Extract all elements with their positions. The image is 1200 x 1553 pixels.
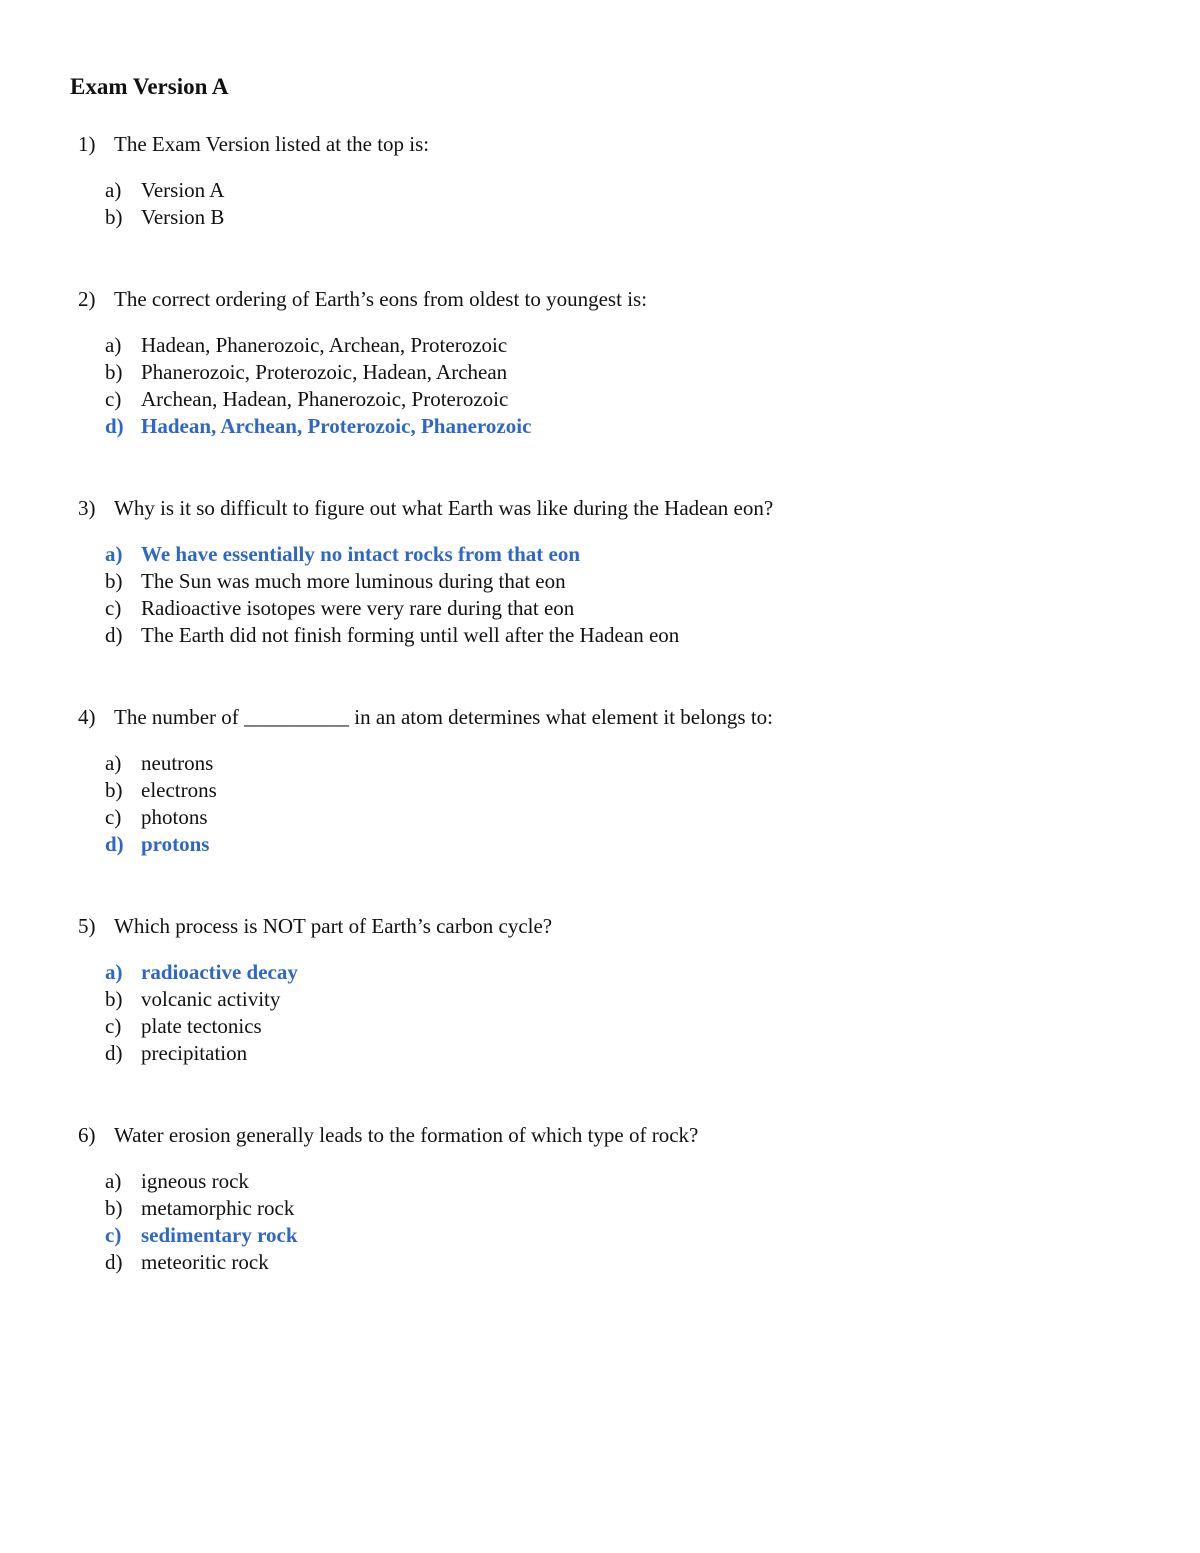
option-6c-correct bbox=[105, 1222, 298, 1249]
option-text: photons bbox=[141, 805, 208, 829]
option-text: igneous rock bbox=[141, 1169, 249, 1193]
option-3a-correct bbox=[105, 541, 679, 568]
option-text: Version B bbox=[141, 205, 225, 229]
question-6 bbox=[78, 1122, 698, 1149]
option-letter: a) bbox=[105, 960, 123, 984]
question-5 bbox=[78, 913, 552, 940]
question-text: Water erosion generally leads to the formation of which type of rock? bbox=[114, 1123, 699, 1147]
question-text: The Exam Version listed at the top is: bbox=[114, 132, 430, 156]
option-text: meteoritic rock bbox=[141, 1250, 269, 1274]
option-letter: b) bbox=[105, 569, 123, 593]
option-letter: d) bbox=[105, 1250, 123, 1274]
option-5b bbox=[105, 986, 298, 1013]
option-5d bbox=[105, 1040, 298, 1067]
option-2b bbox=[105, 359, 531, 386]
option-letter: a) bbox=[105, 333, 122, 357]
option-6b bbox=[105, 1195, 298, 1222]
option-3d bbox=[105, 622, 679, 649]
question-text: The correct ordering of Earth’s eons from oldest to youngest is: bbox=[114, 287, 648, 311]
question-text: Why is it so difficult to figure out what Earth was like during the Hadean eon? bbox=[114, 496, 774, 520]
option-text: metamorphic rock bbox=[141, 1196, 295, 1220]
option-text: Phanerozoic, Proterozoic, Hadean, Archean bbox=[141, 360, 508, 384]
option-letter: a) bbox=[105, 178, 122, 202]
option-text: We have essentially no intact rocks from that eon bbox=[141, 542, 581, 566]
option-3b bbox=[105, 568, 679, 595]
option-letter: b) bbox=[105, 1196, 123, 1220]
option-letter: b) bbox=[105, 205, 123, 229]
option-letter: b) bbox=[105, 778, 123, 802]
option-text: sedimentary rock bbox=[141, 1223, 298, 1247]
question-3 bbox=[78, 495, 773, 522]
question-3-options bbox=[105, 541, 679, 649]
option-text: radioactive decay bbox=[141, 960, 298, 984]
option-text: The Earth did not finish forming until well after the Hadean eon bbox=[141, 623, 680, 647]
option-text: Archean, Hadean, Phanerozoic, Proterozoic bbox=[141, 387, 509, 411]
option-3c bbox=[105, 595, 679, 622]
question-5-options bbox=[105, 959, 298, 1067]
option-letter: a) bbox=[105, 542, 123, 566]
option-text: plate tectonics bbox=[141, 1014, 262, 1038]
option-letter: d) bbox=[105, 414, 124, 438]
question-1-options bbox=[105, 177, 224, 231]
option-text: electrons bbox=[141, 778, 217, 802]
option-letter: c) bbox=[105, 596, 122, 620]
option-text: volcanic activity bbox=[141, 987, 281, 1011]
question-2 bbox=[78, 286, 647, 313]
option-letter: d) bbox=[105, 1041, 123, 1065]
question-6-options bbox=[105, 1168, 298, 1276]
question-4-options bbox=[105, 750, 217, 858]
option-text: Hadean, Phanerozoic, Archean, Proterozoic bbox=[141, 333, 508, 357]
question-1 bbox=[78, 131, 429, 158]
exam-title: Exam Version A bbox=[70, 74, 229, 99]
option-2d-correct bbox=[105, 413, 531, 440]
option-letter: b) bbox=[105, 987, 123, 1011]
question-4 bbox=[78, 704, 773, 731]
option-5a-correct bbox=[105, 959, 298, 986]
option-letter: c) bbox=[105, 1014, 122, 1038]
option-text: The Sun was much more luminous during that eon bbox=[141, 569, 566, 593]
option-letter: a) bbox=[105, 1169, 122, 1193]
option-4a bbox=[105, 750, 217, 777]
option-letter: c) bbox=[105, 1223, 122, 1247]
option-letter: c) bbox=[105, 387, 122, 411]
option-4b bbox=[105, 777, 217, 804]
option-text: Version A bbox=[141, 178, 225, 202]
question-text: The number of __________ in an atom determines what element it belongs to: bbox=[114, 705, 774, 729]
question-number: 3) bbox=[78, 496, 96, 520]
question-number: 2) bbox=[78, 287, 96, 311]
question-number: 1) bbox=[78, 132, 96, 156]
option-letter: b) bbox=[105, 360, 123, 384]
option-4c bbox=[105, 804, 217, 831]
option-text: Radioactive isotopes were very rare during that eon bbox=[141, 596, 575, 620]
question-number: 4) bbox=[78, 705, 96, 729]
option-letter: d) bbox=[105, 623, 123, 647]
option-letter: d) bbox=[105, 832, 124, 856]
option-text: neutrons bbox=[141, 751, 214, 775]
question-2-options bbox=[105, 332, 531, 440]
option-6a bbox=[105, 1168, 298, 1195]
option-letter: c) bbox=[105, 805, 122, 829]
option-4d-correct bbox=[105, 831, 217, 858]
option-2a bbox=[105, 332, 531, 359]
option-6d bbox=[105, 1249, 298, 1276]
option-5c bbox=[105, 1013, 298, 1040]
option-1a bbox=[105, 177, 224, 204]
option-text: protons bbox=[141, 832, 210, 856]
question-text: Which process is NOT part of Earth’s carbon cycle? bbox=[114, 914, 553, 938]
option-2c bbox=[105, 386, 531, 413]
option-1b bbox=[105, 204, 224, 231]
question-number: 5) bbox=[78, 914, 96, 938]
option-letter: a) bbox=[105, 751, 122, 775]
option-text: precipitation bbox=[141, 1041, 248, 1065]
question-number: 6) bbox=[78, 1123, 96, 1147]
option-text: Hadean, Archean, Proterozoic, Phanerozoic bbox=[141, 414, 532, 438]
